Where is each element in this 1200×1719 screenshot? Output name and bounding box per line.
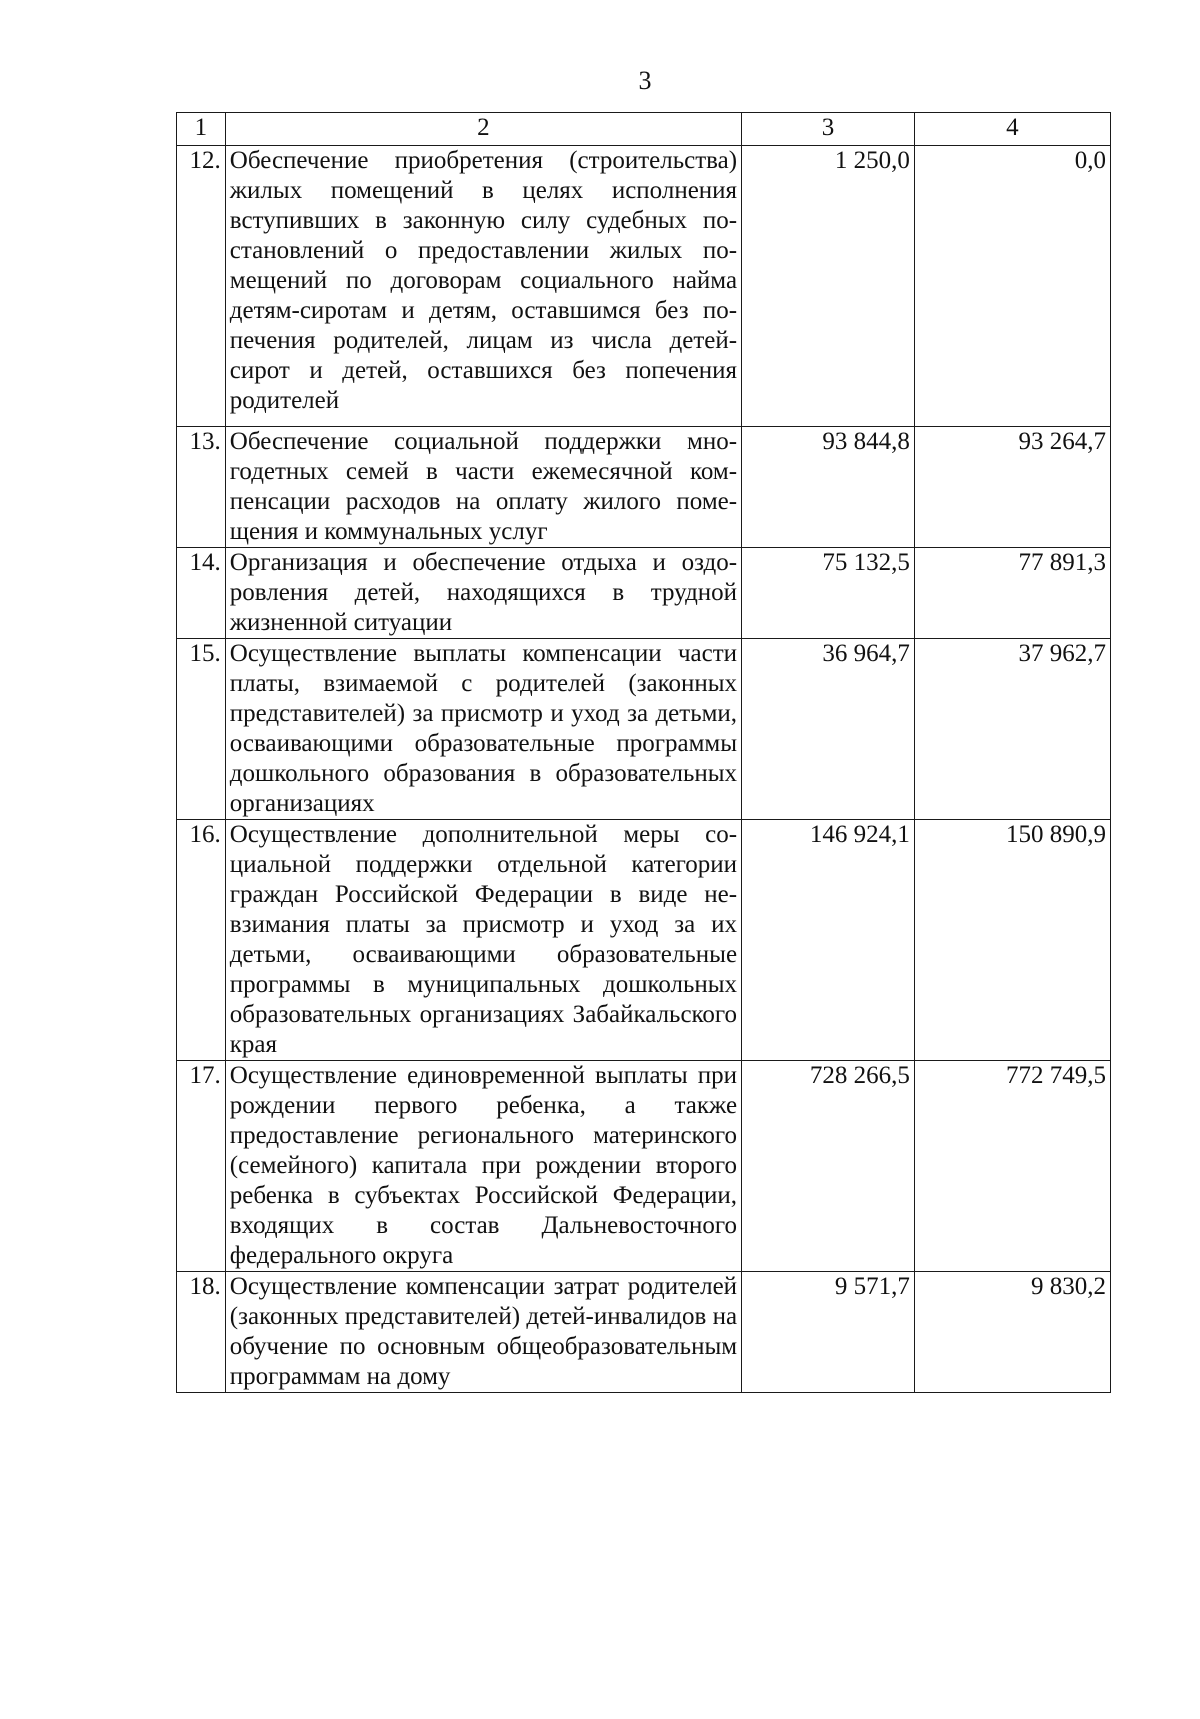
row-number: 12. xyxy=(177,146,226,427)
header-col-4: 4 xyxy=(914,113,1110,146)
row-description: Осуществление единовременной выплаты при рождении первого ребенка, а также предоставление регионального материнского (семейного) капитала при рождении второго ребенка в субъектах Российской Федерации, входящих в состав Дальневосточного федерального округа xyxy=(225,1061,741,1272)
page-number: 3 xyxy=(638,66,652,95)
row-description: Обеспечение приобретения (строительства) жилых помещений в целях исполнения вступивших в законную силу судебных постановлений о предоставлении жилых помещений по договорам социального найма детям-сиротам и детям, оставшимся без попечения родителей, лицам из числа детей-сирот и детей, оставшихся без попечения родителей xyxy=(225,146,741,427)
row-value-col3: 9 571,7 xyxy=(742,1272,915,1393)
row-value-col3: 728 266,5 xyxy=(742,1061,915,1272)
table-row xyxy=(177,548,1111,639)
row-value-col4: 150 890,9 xyxy=(914,820,1110,1061)
row-value-col4: 77 891,3 xyxy=(914,548,1110,639)
row-description: Осуществление выплаты компенсации части платы, взимаемой с родителей (законных представителей) за присмотр и уход за детьми, осваивающими образовательные программы дошкольного образования в образовательных организациях xyxy=(225,639,741,820)
header-col-1: 1 xyxy=(177,113,226,146)
row-value-col4: 9 830,2 xyxy=(914,1272,1110,1393)
header-col-3: 3 xyxy=(742,113,915,146)
table-header-row xyxy=(177,113,1111,146)
row-value-col3: 146 924,1 xyxy=(742,820,915,1061)
table-row xyxy=(177,146,1111,427)
row-number: 15. xyxy=(177,639,226,820)
row-description: Осуществление дополнительной меры социальной поддержки отдельной категории граждан Российской Федерации в виде невзимания платы за присмотр и уход за их детьми, осваивающими образовательные программы в муниципальных дошкольных образовательных организациях Забайкальского края xyxy=(225,820,741,1061)
budget-table xyxy=(176,112,1111,1393)
row-value-col3: 36 964,7 xyxy=(742,639,915,820)
table-row xyxy=(177,1272,1111,1393)
row-number: 13. xyxy=(177,427,226,548)
row-value-col4: 772 749,5 xyxy=(914,1061,1110,1272)
row-description: Обеспечение социальной поддержки многодетных семей в части ежемесячной компенсации расходов на оплату жилого помещения и коммунальных услуг xyxy=(225,427,741,548)
row-description: Организация и обеспечение отдыха и оздоровления детей, находящихся в трудной жизненной ситуации xyxy=(225,548,741,639)
table-row xyxy=(177,1061,1111,1272)
row-number: 16. xyxy=(177,820,226,1061)
row-value-col3: 1 250,0 xyxy=(742,146,915,427)
row-value-col4: 0,0 xyxy=(914,146,1110,427)
row-value-col3: 75 132,5 xyxy=(742,548,915,639)
row-value-col4: 93 264,7 xyxy=(914,427,1110,548)
row-number: 18. xyxy=(177,1272,226,1393)
row-value-col4: 37 962,7 xyxy=(914,639,1110,820)
row-number: 14. xyxy=(177,548,226,639)
table-row xyxy=(177,820,1111,1061)
table-row xyxy=(177,427,1111,548)
row-description: Осуществление компенсации затрат родителей (законных представителей) детей-инвалидов на обучение по основным общеобразовательным программам на дому xyxy=(225,1272,741,1393)
row-value-col3: 93 844,8 xyxy=(742,427,915,548)
table-row xyxy=(177,639,1111,820)
row-number: 17. xyxy=(177,1061,226,1272)
header-col-2: 2 xyxy=(225,113,741,146)
